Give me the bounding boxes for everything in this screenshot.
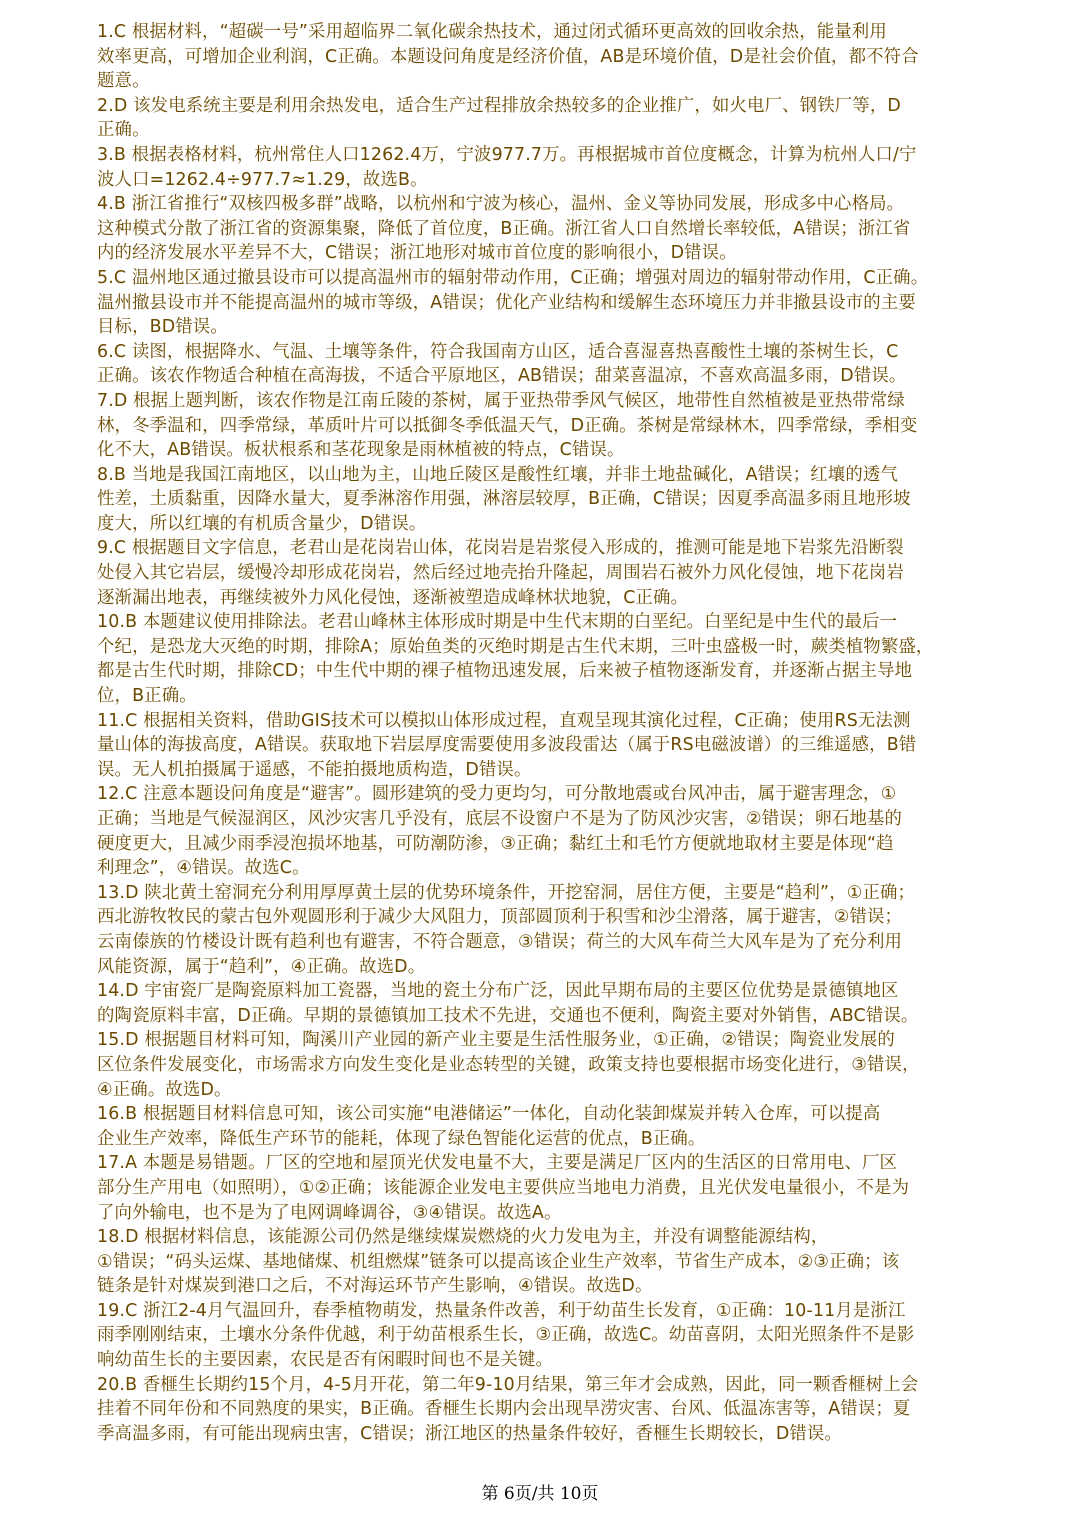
answer-item [97, 1102, 985, 1151]
answer-item [97, 266, 985, 340]
answer-line: 企业生产效率，降低生产环节的能耗，体现了绿色智能化运营的优点，B正确。 [97, 1128, 706, 1149]
answer-item [97, 881, 985, 979]
answer-line: 误。无人机拍摄属于遥感，不能拍摄地质构造，D错误。 [97, 759, 532, 780]
answer-line: 5.C 温州地区通过撤县设市可以提高温州市的辐射带动作用，C正确；增强对周边的辐射带动作用，C正确。 [97, 267, 929, 288]
answer-item [97, 1151, 985, 1225]
answer-line: 19.C 浙江2-4月气温回升，春季植物萌发，热量条件改善，利于幼苗生长发育，①正确：10-11月是浙江 [97, 1300, 906, 1321]
answer-line: 正确。 [97, 120, 150, 141]
answer-line: 18.D 根据材料信息，该能源公司仍然是继续煤炭燃烧的火力发电为主，并没有调整能源结构， [97, 1227, 829, 1248]
answer-item [97, 1225, 985, 1299]
answer-line: 13.D 陕北黄土窑洞充分利用厚厚黄土层的优势环境条件，开挖窑洞，居住方便，主要是“趋利”，①正确； [97, 882, 916, 903]
answer-item [97, 536, 985, 610]
answer-item [97, 20, 985, 94]
answer-line: 正确。该农作物适合种植在高海拔，不适合平原地区，AB错误；甜菜喜温凉，不喜欢高温多雨，D错误。 [97, 366, 907, 387]
answer-item [97, 782, 985, 880]
answer-line: 14.D 宇宙瓷厂是陶瓷原料加工瓷器，当地的瓷土分布广泛，因此早期布局的主要区位优势是景德镇地区 [97, 981, 899, 1002]
answer-line: 9.C 根据题目文字信息，老君山是花岗岩山体，花岗岩是岩浆侵入形成的，推测可能是地下岩浆先沿断裂 [97, 538, 904, 559]
answer-list [97, 20, 985, 1446]
answer-line: 17.A 本题是易错题。厂区的空地和屋顶光伏发电量不大，主要是满足厂区内的生活区的日常用电、厂区 [97, 1153, 898, 1174]
answer-line: 了向外输电，也不是为了电网调峰调谷，③④错误。故选A。 [97, 1202, 562, 1223]
answer-item [97, 709, 985, 783]
answer-item [97, 1373, 985, 1447]
page-footer: 第 6页/共 10页 [481, 1484, 599, 1504]
answer-line: 4.B 浙江省推行“双核四极多群”战略，以杭州和宁波为核心，温州、金义等协同发展，形成多中心格局。 [97, 194, 905, 215]
answer-line: 的陶瓷原料丰富，D正确。早期的景德镇加工技术不先进，交通也不便利，陶瓷主要对外销售，ABC错误。 [97, 1005, 919, 1026]
answer-line: 区位条件发展变化，市场需求方向发生变化是业态转型的关键，政策支持也要根据市场变化进行，③错误， [97, 1054, 920, 1075]
answer-item [97, 979, 985, 1028]
answer-line: 林，冬季温和，四季常绿，革质叶片可以抵御冬季低温天气，D正确。茶树是常绿林木，四季常绿，季相变 [97, 415, 918, 436]
answer-line: 15.D 根据题目材料可知，陶溪川产业园的新产业主要是生活性服务业，①正确，②错误；陶瓷业发展的 [97, 1030, 895, 1051]
answer-line: 6.C 读图，根据降水、气温、土壤等条件，符合我国南方山区，适合喜湿喜热喜酸性土壤的茶树生长，C [97, 341, 899, 362]
answer-line: 个纪，是恐龙大灭绝的时期，排除A；原始鱼类的灭绝时期是古生代末期，三叶虫盛极一时，蕨类植物繁盛， [97, 636, 934, 657]
answer-line: 量山体的海拔高度，A错误。获取地下岩层厚度需要使用多波段雷达（属于RS电磁波谱）的三维遥感，B错 [97, 735, 917, 756]
answer-line: 8.B 当地是我国江南地区，以山地为主，山地丘陵区是酸性红壤，并非土地盐碱化，A错误；红壤的透气 [97, 464, 898, 485]
answer-line: 16.B 根据题目材料信息可知，该公司实施“电港储运”一体化，自动化装卸煤炭并转入仓库，可以提高 [97, 1104, 881, 1125]
answer-line: 云南傣族的竹楼设计既有趋利也有避害，不符合题意，③错误；荷兰的大风车荷兰大风车是为了充分利用 [97, 931, 903, 952]
answer-line: 题意。 [97, 71, 150, 92]
answer-line: 处侵入其它岩层，缓慢冷却形成花岗岩，然后经过地壳抬升隆起，周围岩石被外力风化侵蚀，地下花岗岩 [97, 563, 904, 584]
answer-line: 11.C 根据相关资料，借助GIS技术可以模拟山体形成过程，直观呈现其演化过程，C正确；使用RS无法测 [97, 710, 911, 731]
answer-item [97, 463, 985, 537]
answer-line: 目标，BD错误。 [97, 317, 228, 338]
answer-item [97, 389, 985, 463]
answer-line: 链条是针对煤炭到港口之后，不对海运环节产生影响，④错误。故选D。 [97, 1276, 653, 1297]
answer-line: ④正确。故选D。 [97, 1079, 232, 1100]
answer-item [97, 192, 985, 266]
answer-line: 都是古生代时期，排除CD；中生代中期的裸子植物迅速发展，后来被子植物逐渐发育，并逐渐占据主导地 [97, 661, 913, 682]
answer-line: 正确；当地是气候湿润区，风沙灾害几乎没有，底层不设窗户不是为了防风沙灾害，②错误；卵石地基的 [97, 809, 903, 829]
answer-line: 度大，所以红壤的有机质含量少，D错误。 [97, 513, 427, 534]
answer-line: ①错误；“码头运煤、基地储煤、机组燃煤”链条可以提高该企业生产效率，节省生产成本，②③正确；该 [97, 1251, 900, 1272]
answer-line: 挂着不同年份和不同熟度的果实，B正确。香榧生长期内会出现旱涝灾害、台风、低温冻害等，A错误；夏 [97, 1399, 911, 1420]
answer-line: 位，B正确。 [97, 686, 197, 707]
answer-item [97, 1299, 985, 1373]
answer-line: 季高温多雨，有可能出现病虫害，C错误；浙江地区的热量条件较好，香榧生长期较长，D错误。 [97, 1423, 843, 1444]
answer-line: 3.B 根据表格材料，杭州常住人口1262.4万，宁波977.7万。再根据城市首位度概念，计算为杭州人口/宁 [97, 144, 917, 165]
answer-line: 利理念”，④错误。故选C。 [97, 858, 310, 879]
answer-item [97, 610, 985, 708]
answer-line: 效率更高，可增加企业利润，C正确。本题设问角度是经济价值，AB是环境价值，D是社会价值，都不符合 [97, 46, 919, 67]
answer-line: 逐渐漏出地表，再继续被外力风化侵蚀，逐渐被塑造成峰林状地貌，C正确。 [97, 587, 689, 608]
answer-line: 1.C 根据材料，“超碳一号”采用超临界二氧化碳余热技术，通过闭式循环更高效的回收余热，能量利用 [97, 22, 887, 42]
answer-line: 西北游牧牧民的蒙古包外观圆形利于减少大风阻力，顶部圆顶利于积雪和沙尘滑落，属于避害，②错误； [97, 907, 903, 928]
answer-line: 这种模式分散了浙江省的资源集聚，降低了首位度，B正确。浙江省人口自然增长率较低，A错误；浙江省 [97, 218, 911, 239]
answer-item [97, 143, 985, 192]
answer-line: 内的经济发展水平差异不大，C错误；浙江地形对城市首位度的影响很小，D错误。 [97, 243, 737, 264]
answer-line: 10.B 本题建议使用排除法。老君山峰林主体形成时期是中生代末期的白垩纪。白垩纪是中生代的最后一 [97, 612, 898, 633]
answer-line: 响幼苗生长的主要因素，农民是否有闲暇时间也不是关键。 [97, 1350, 554, 1371]
answer-item [97, 340, 985, 389]
answer-line: 2.D 该发电系统主要是利用余热发电，适合生产过程排放余热较多的企业推广，如火电厂、钢铁厂等，D [97, 95, 901, 116]
answer-line: 波人口=1262.4÷977.7≈1.29，故选B。 [97, 169, 428, 190]
answer-item [97, 1028, 985, 1102]
answer-line: 20.B 香榧生长期约15个月，4-5月开花，第二年9-10月结果，第三年才会成熟，因此，同一颗香榧树上会 [97, 1374, 919, 1395]
answer-line: 7.D 根据上题判断，该农作物是江南丘陵的茶树，属于亚热带季风气候区，地带性自然植被是亚热带常绿 [97, 390, 905, 411]
answer-line: 12.C 注意本题设问角度是“避害”。圆形建筑的受力更均匀，可分散地震或台风冲击，属于避害理念，① [97, 784, 897, 805]
answer-item [97, 94, 985, 143]
answer-line: 风能资源，属于“趋利”，④正确。故选D。 [97, 956, 426, 977]
answer-line: 性差，土质黏重，因降水量大，夏季淋溶作用强，淋溶层较厚，B正确，C错误；因夏季高温多雨且地形坡 [97, 489, 911, 510]
answer-line: 化不大，AB错误。板状根系和茎花现象是雨林植被的特点，C错误。 [97, 440, 625, 461]
answer-line: 部分生产用电（如照明），①②正确；该能源企业发电主要供应当地电力消费，且光伏发电量很小，不是为 [97, 1177, 910, 1198]
answer-line: 硬度更大，且减少雨季浸泡损坏地基，可防潮防渗，③正确；黏红土和毛竹方便就地取材主要是体现“趋 [97, 833, 894, 854]
answer-line: 雨季刚刚结束，土壤水分条件优越，利于幼苗根系生长，③正确，故选C。幼苗喜阴，太阳光照条件不是影 [97, 1325, 915, 1346]
answer-line: 温州撤县设市并不能提高温州的城市等级，A错误；优化产业结构和缓解生态环境压力并非撤县设市的主要 [97, 292, 916, 313]
